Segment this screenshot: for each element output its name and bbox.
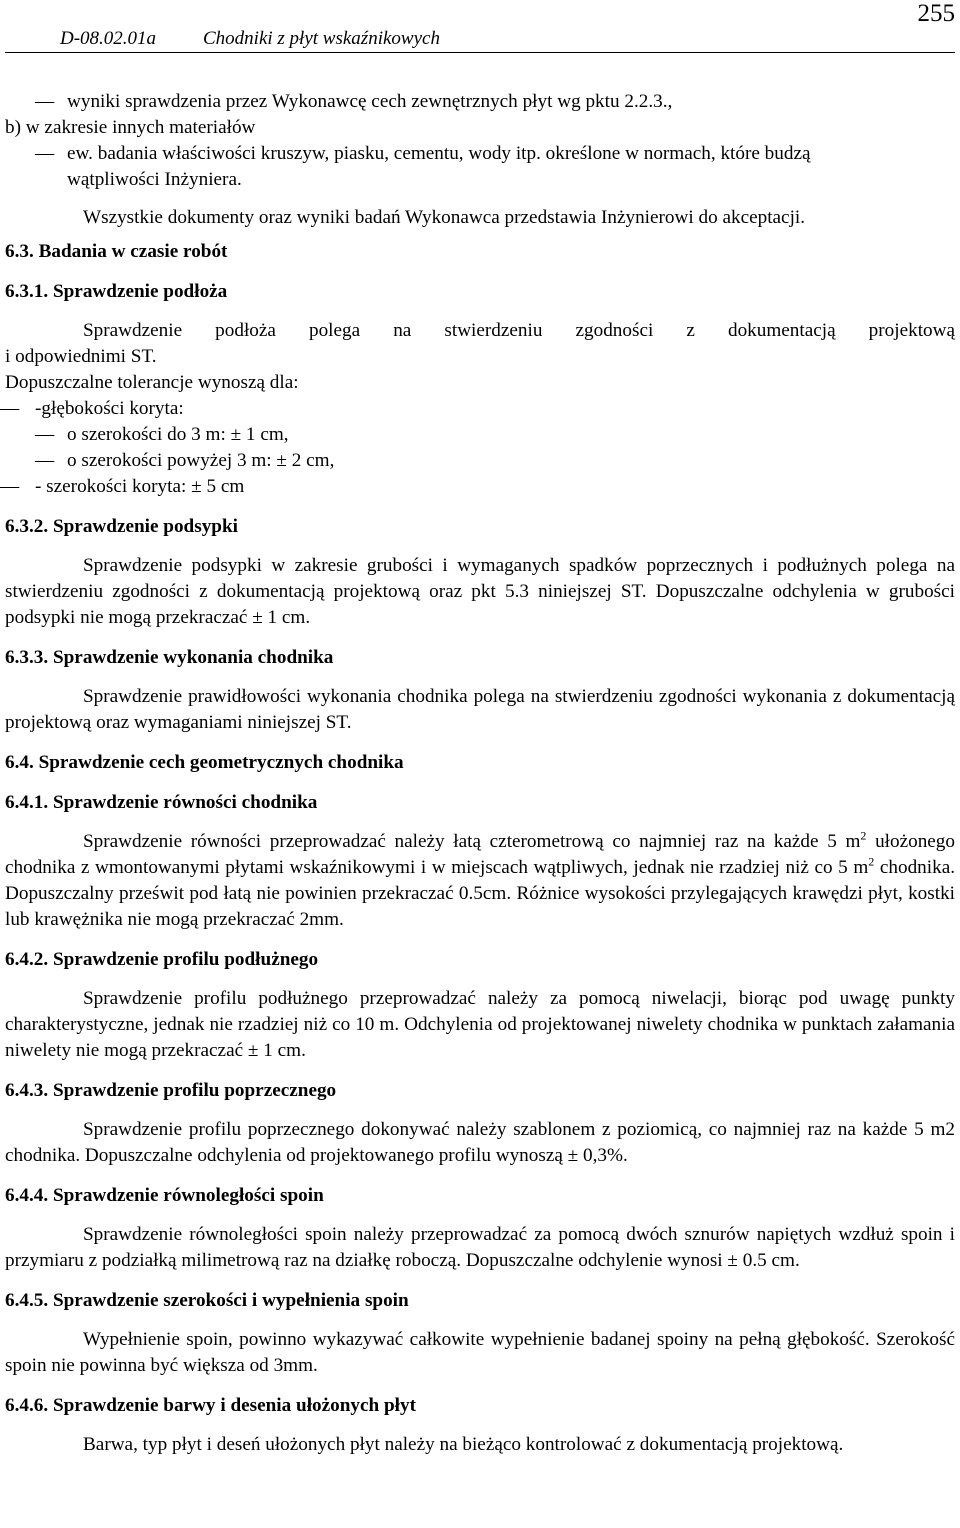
list-heading-b: b) w zakresie innych materiałów [5, 117, 256, 138]
dash-bullet-icon: — [35, 424, 55, 445]
dash-bullet-icon: — [0, 398, 20, 419]
paragraph: Sprawdzenie profilu podłużnego przeprowadzać należy za pomocą niwelacji, biorąc pod uwagę punkty charakterystyczne, jednak nie rzadziej niż co 10 m. Odchylenia od projektowanej niwelety chodnika w punktach załamania niwelety nie mogą przekraczać ± 1 cm. [5, 988, 955, 1061]
spec-title: Chodniki z płyt wskaźnikowych [203, 28, 440, 49]
paragraph: Sprawdzenie równoległości spoin należy przeprowadzać za pomocą dwóch sznurów napiętych wzdłuż spoin i przymiaru z podziałką milimetrową raz na działkę roboczą. Dopuszczalne odchylenie wynosi ± 0.5 cm. [5, 1224, 955, 1271]
list-item: — - szerokości koryta: ± 5 cm [5, 474, 955, 500]
list-item: — wyniki sprawdzenia przez Wykonawcę cech zewnętrznych płyt wg pktu 2.2.3., [5, 89, 955, 115]
paragraph-line: Sprawdzenie podłoża polega na stwierdzeniu zgodności z dokumentacją projektową [83, 320, 955, 341]
section-heading: 6.3. Badania w czasie robót [5, 241, 228, 262]
paragraph: Barwa, typ płyt i deseń ułożonych płyt należy na bieżąco kontrolować z dokumentacją projektową. [83, 1434, 844, 1455]
list-item-continuation: wątpliwości Inżyniera. [67, 169, 242, 190]
summary-paragraph: Wszystkie dokumenty oraz wyniki badań Wykonawca przedstawia Inżynierowi do akceptacji. [83, 207, 806, 228]
section-heading: 6.4.1. Sprawdzenie równości chodnika [5, 792, 318, 813]
dash-bullet-icon: — [35, 450, 55, 471]
paragraph: Sprawdzenie podsypki w zakresie grubości i wymaganych spadków poprzecznych i podłużnych polega na stwierdzeniu zgodności z dokumentacją projektową oraz pkt 5.3 niniejszej ST. Dopuszczalne odchylenia w grubości podsypki nie mogą przekraczać ± 1 cm. [5, 555, 955, 628]
spec-code: D-08.02.01a [60, 28, 157, 49]
paragraph: Sprawdzenie profilu poprzecznego dokonywać należy szablonem z poziomicą, co najmniej raz na każde 5 m2 chodnika. Dopuszczalne odchylenia od projektowanego profilu wynoszą ± 0,3%. [5, 1119, 955, 1166]
paragraph-line: i odpowiednimi ST. [5, 346, 157, 367]
section-heading: 6.4.3. Sprawdzenie profilu poprzecznego [5, 1080, 337, 1101]
dash-bullet-icon: — [35, 91, 55, 112]
list-item: — -głębokości koryta: [5, 396, 955, 422]
section-heading: 6.3.1. Sprawdzenie podłoża [5, 281, 228, 302]
list-item: — ew. badania właściwości kruszyw, piasku, cementu, wody itp. określone w normach, które budzą [5, 141, 955, 167]
dash-bullet-icon: — [35, 143, 55, 164]
paragraph-line: Dopuszczalne tolerancje wynoszą dla: [5, 372, 299, 393]
list-item: — o szerokości powyżej 3 m: ± 2 cm, [5, 448, 955, 474]
dash-bullet-icon: — [0, 476, 20, 497]
section-heading: 6.3.3. Sprawdzenie wykonania chodnika [5, 647, 334, 668]
paragraph: Sprawdzenie prawidłowości wykonania chodnika polega na stwierdzeniu zgodności wykonania z dokumentacją projektową oraz wymaganiami niniejszej ST. [5, 686, 955, 733]
paragraph: Sprawdzenie równości przeprowadzać należy łatą czterometrową co najmniej raz na każde 5 $m^2$ ułożonego chodnika z wmontowanymi płytami wskaźnikowymi i w miejscach wątpliwych, jednak nie rzadziej niż co 5 $m^2$ chodnika. Dopuszczalny prześwit pod łatą nie powinien przekraczać 0.5cm. Różnice wysokości przylegających krawędzi płyt, kostki lub krawężnika nie mogą przekraczać 2mm. [5, 828, 956, 930]
section-heading: 6.4.6. Sprawdzenie barwy i desenia ułożonych płyt [5, 1395, 416, 1416]
page-number: 255 [917, 0, 955, 27]
page-header [5, 0, 955, 53]
section-heading: 6.4.4. Sprawdzenie równoległości spoin [5, 1185, 324, 1206]
paragraph: Wypełnienie spoin, powinno wykazywać całkowite wypełnienie badanej spoiny na pełną głębokość. Szerokość spoin nie powinna być większa od 3mm. [5, 1329, 955, 1376]
section-heading: 6.4.5. Sprawdzenie szerokości i wypełnienia spoin [5, 1290, 409, 1311]
section-heading: 6.4.2. Sprawdzenie profilu podłużnego [5, 949, 319, 970]
section-heading: 6.4. Sprawdzenie cech geometrycznych chodnika [5, 752, 404, 773]
section-heading: 6.3.2. Sprawdzenie podsypki [5, 516, 238, 537]
list-item: — o szerokości do 3 m: ± 1 cm, [5, 422, 955, 448]
